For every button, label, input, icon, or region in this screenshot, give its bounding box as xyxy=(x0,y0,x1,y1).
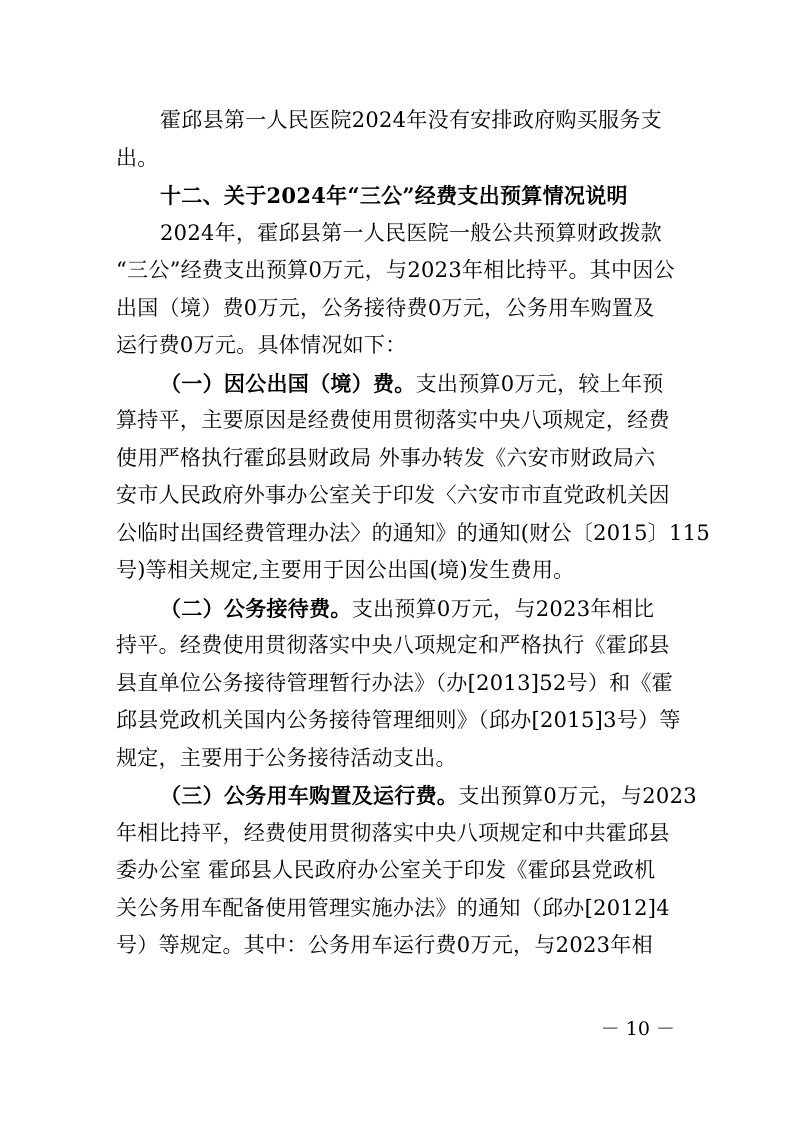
text-line: 2024年，霍邱县第一人民医院一般公共预算财政拨款 xyxy=(160,220,662,245)
text-line: 委办公室 霍邱县人民政府办公室关于印发《霍邱县党政机 xyxy=(116,858,656,882)
text-line: 出国（境）费0万元，公务接待费0万元，公务用车购置及 xyxy=(116,295,655,320)
text-line: 公临时出国经费管理办法〉的通知》的通知(财公〔2015〕115 xyxy=(116,520,711,545)
text-line xyxy=(116,777,697,815)
text-run: 支出预算0万元，与2023 xyxy=(458,784,697,808)
text-line: 安市人民政府外事办公室关于印发〈六安市市直党政机关因 xyxy=(116,483,670,507)
text-line: 号)等相关规定,主要用于因公出国(境)发生费用。 xyxy=(116,558,575,582)
text-run: 支出预算0万元，与2023年相比 xyxy=(351,596,655,621)
text-line: 年相比持平，经费使用贯彻落实中央八项规定和中共霍邱县 xyxy=(116,820,670,845)
text-line: 规定，主要用于公务接待活动支出。 xyxy=(116,745,457,770)
text-line: 使用严格执行霍邱县财政局 外事办转发《六安市财政局六 xyxy=(116,445,656,470)
subheading-label: （一）因公出国（境）费。 xyxy=(160,370,416,396)
text-line: 县直单位公务接待管理暂行办法》（办[2013]52号）和《霍 xyxy=(116,670,674,695)
text-line: “三公”经费支出预算0万元，与2023年相比持平。其中因公 xyxy=(116,258,675,282)
text-line xyxy=(116,365,676,403)
document-body xyxy=(116,102,711,965)
subheading-label: （三）公务用车购置及运行费。 xyxy=(160,783,459,808)
text-line: 邱县党政机关国内公务接待管理细则》（邱办[2015]3号）等 xyxy=(116,708,681,732)
section-heading: 十二、关于2024年“三公”经费支出预算情况说明 xyxy=(160,183,628,208)
text-line: 出。 xyxy=(116,145,159,170)
text-line: 算持平，主要原因是经费使用贯彻落实中央八项规定，经费 xyxy=(116,408,670,432)
subheading-label: （二）公务接待费。 xyxy=(160,595,352,621)
text-line: 持平。经费使用贯彻落实中央八项规定和严格执行《霍邱县 xyxy=(116,633,670,657)
text-line: 霍邱县第一人民医院2024年没有安排政府购买服务支 xyxy=(160,108,662,132)
text-line: 运行费0万元。具体情况如下： xyxy=(116,333,407,357)
text-line xyxy=(116,590,676,628)
page-number: － 10 － xyxy=(600,1018,675,1040)
text-line: 关公务用车配备使用管理实施办法》的通知（邱办[2012]4 xyxy=(116,895,670,920)
text-run: 支出预算0万元，较上年预 xyxy=(415,371,664,396)
text-line: 号）等规定。其中：公务用车运行费0万元，与2023年相 xyxy=(116,933,653,957)
